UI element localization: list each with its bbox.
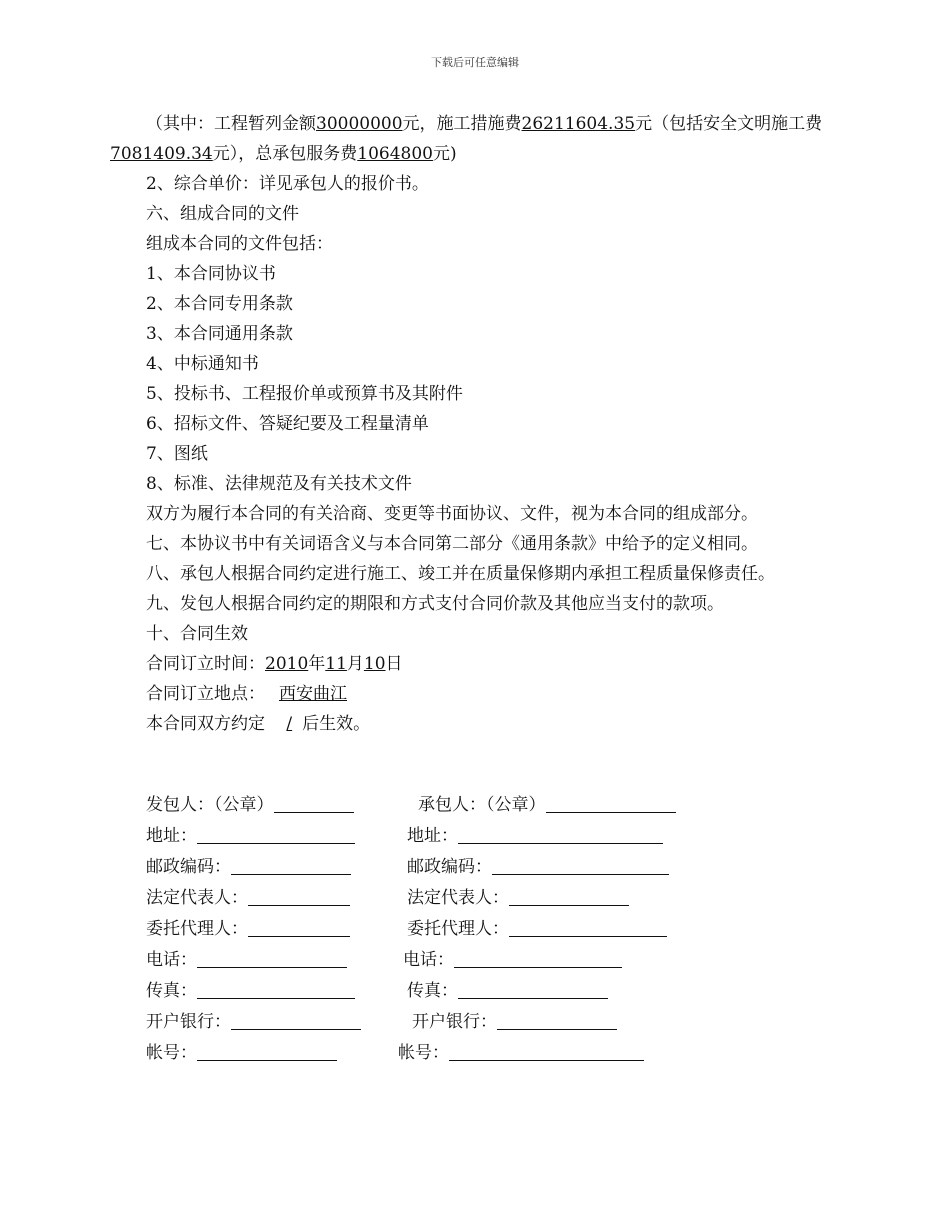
document-item: 7、图纸 xyxy=(146,444,208,464)
section-9: 九、发包人根据合同约定的期限和方式支付合同价款及其他应当支付的款项。 xyxy=(146,594,724,614)
text-segment: 元（包括安全文明 xyxy=(635,114,772,134)
blank-line xyxy=(449,1042,644,1061)
blank-line xyxy=(509,918,667,937)
contractor-agent-field xyxy=(407,914,667,945)
field-label: 邮政编码： xyxy=(146,857,231,877)
field-label: 发包人：（公章） xyxy=(146,795,274,815)
sig-row-party xyxy=(146,790,846,821)
sig-row-address xyxy=(146,821,846,852)
employer-phone-field xyxy=(146,945,347,976)
contractor-postcode-field xyxy=(407,852,669,883)
blank-line xyxy=(274,794,354,813)
blank-line xyxy=(497,1011,617,1030)
field-label: 帐号： xyxy=(398,1043,449,1063)
field-label: 电话： xyxy=(146,950,197,970)
service-fee-value: 1064800 xyxy=(357,144,433,164)
section-heading-10: 十、合同生效 xyxy=(146,624,248,644)
section-8: 八、承包人根据合同约定进行施工、竣工并在质量保修期内承担工程质量保修责任。 xyxy=(146,564,775,584)
contract-body xyxy=(110,109,830,739)
blank-line xyxy=(492,856,669,875)
blank-line xyxy=(248,918,350,937)
blank-line xyxy=(197,825,355,844)
blank-line xyxy=(197,1042,337,1061)
document-item: 1、本合同协议书 xyxy=(146,264,276,284)
field-label: 邮政编码： xyxy=(407,857,492,877)
contract-place: 西安曲江 xyxy=(279,684,347,704)
effective-prefix: 本合同双方约定 xyxy=(146,714,265,734)
field-label: 传真： xyxy=(146,981,197,1001)
field-label: 传真： xyxy=(407,981,458,1001)
sig-row-bank xyxy=(146,1007,846,1038)
contract-month: 11 xyxy=(325,654,347,674)
field-label: 委托代理人： xyxy=(146,919,248,939)
employer-fax-field xyxy=(146,976,355,1007)
year-unit: 年 xyxy=(308,654,326,674)
blank-line xyxy=(454,949,622,968)
field-label: 地址： xyxy=(407,826,458,846)
field-label: 地址： xyxy=(146,826,197,846)
provisional-sum-value: 30000000 xyxy=(316,114,403,134)
contractor-legal-rep-field xyxy=(407,883,629,914)
signature-block xyxy=(146,790,846,1069)
sig-row-legal-rep xyxy=(146,883,846,914)
document-item: 2、本合同专用条款 xyxy=(146,294,293,314)
blank-line xyxy=(458,825,663,844)
employer-address-field xyxy=(146,821,355,852)
employer-bank-field xyxy=(146,1007,361,1038)
sig-row-phone xyxy=(146,945,846,976)
documents-note: 双方为履行本合同的有关洽商、变更等书面协议、文件，视为本合同的组成部分。 xyxy=(146,504,758,524)
section-7: 七、本协议书中有关词语含义与本合同第二部分《通用条款》中给予的定义相同。 xyxy=(146,534,758,554)
date-label: 合同订立时间： xyxy=(146,654,265,674)
effective-suffix: 后生效。 xyxy=(302,714,371,734)
measures-fee-value: 26211604.35 xyxy=(521,114,636,134)
blank-line xyxy=(231,1011,361,1030)
text-segment: 元），总承包服务费 xyxy=(212,144,358,164)
place-label: 合同订立地点： xyxy=(146,684,265,704)
field-label: 开户银行： xyxy=(146,1012,231,1032)
field-label: 电话： xyxy=(403,950,454,970)
employer-legal-rep-field xyxy=(146,883,350,914)
text-segment: （其中：工程暂列金额 xyxy=(146,114,316,134)
field-label: 委托代理人： xyxy=(407,919,509,939)
sig-row-fax xyxy=(146,976,846,1007)
sig-row-postcode xyxy=(146,852,846,883)
document-item: 8、标准、法律规范及有关技术文件 xyxy=(146,474,412,494)
document-item: 3、本合同通用条款 xyxy=(146,324,293,344)
page-header-watermark: 下载后可任意编辑 xyxy=(431,56,519,69)
text-segment: 元，施工措施费 xyxy=(402,114,522,134)
employer-postcode-field xyxy=(146,852,351,883)
field-label: 开户银行： xyxy=(412,1012,497,1032)
employer-agent-field xyxy=(146,914,350,945)
contractor-bank-field xyxy=(412,1007,617,1038)
document-item: 6、招标文件、答疑纪要及工程量清单 xyxy=(146,414,429,434)
sig-row-agent xyxy=(146,914,846,945)
sig-row-account xyxy=(146,1038,846,1069)
document-item: 4、中标通知书 xyxy=(146,354,259,374)
blank-line xyxy=(197,949,347,968)
text-segment: 施工费 xyxy=(771,114,823,134)
documents-intro: 组成本合同的文件包括： xyxy=(146,234,333,254)
field-label: 承包人：（公章） xyxy=(418,795,546,815)
price-breakdown-paragraph xyxy=(110,109,830,169)
day-unit: 日 xyxy=(385,654,403,674)
unit-price-line: 2、综合单价：详见承包人的报价书。 xyxy=(146,174,429,194)
text-segment: 元) xyxy=(432,144,457,164)
contractor-seal-field xyxy=(418,790,676,821)
blank-line xyxy=(546,794,676,813)
employer-account-field xyxy=(146,1038,337,1069)
document-item: 5、投标书、工程报价单或预算书及其附件 xyxy=(146,384,463,404)
field-label: 帐号： xyxy=(146,1043,197,1063)
contractor-account-field xyxy=(398,1038,644,1069)
employer-seal-field xyxy=(146,790,354,821)
blank-line xyxy=(231,856,351,875)
blank-line xyxy=(197,980,355,999)
contract-day: 10 xyxy=(363,654,386,674)
blank-line xyxy=(248,887,350,906)
contractor-phone-field xyxy=(403,945,622,976)
contract-year: 2010 xyxy=(265,654,309,674)
effective-line xyxy=(110,709,830,739)
blank-line xyxy=(458,980,608,999)
month-unit: 月 xyxy=(346,654,364,674)
contractor-fax-field xyxy=(407,976,608,1007)
field-label: 法定代表人： xyxy=(407,888,509,908)
contractor-address-field xyxy=(407,821,663,852)
safety-fee-value: 7081409.34 xyxy=(110,144,213,164)
section-heading-6: 六、组成合同的文件 xyxy=(146,204,299,224)
contract-date-line xyxy=(110,649,830,679)
effective-value: / xyxy=(286,714,293,734)
field-label: 法定代表人： xyxy=(146,888,248,908)
blank-line xyxy=(509,887,629,906)
contract-place-line xyxy=(110,679,830,709)
